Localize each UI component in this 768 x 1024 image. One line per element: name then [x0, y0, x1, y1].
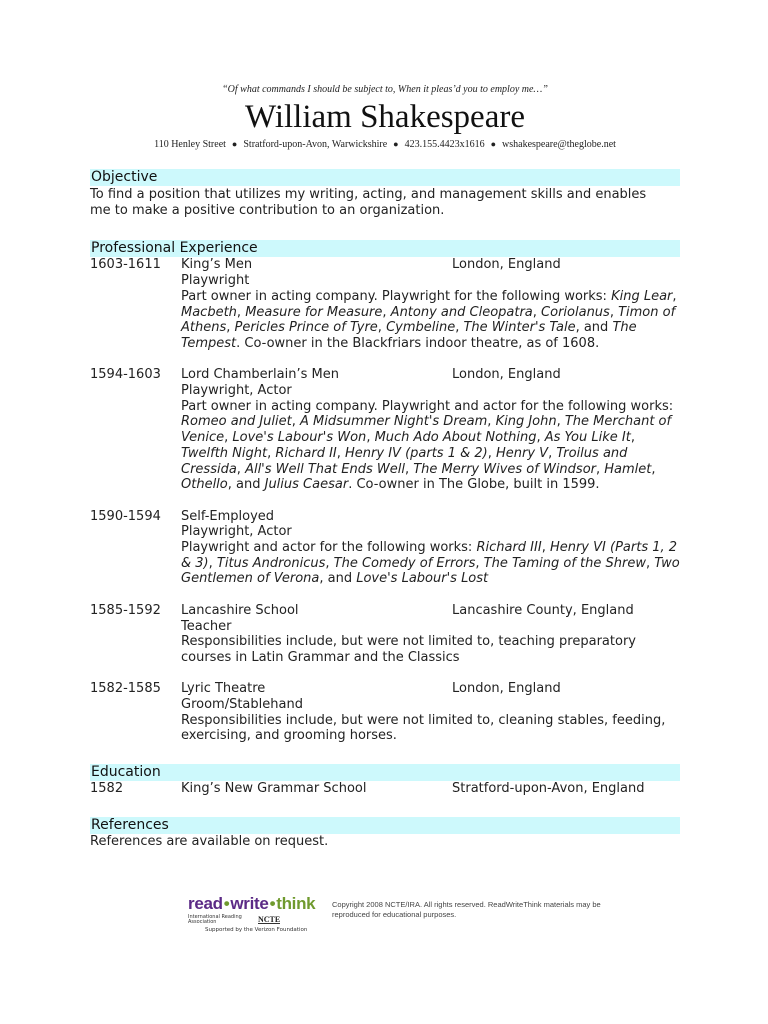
description-text: ,	[226, 320, 235, 336]
job-details	[181, 367, 680, 493]
work-title: All's Well That Ends Well	[245, 461, 405, 477]
work-title: Hamlet	[604, 461, 652, 477]
work-title: King Lear	[611, 288, 673, 304]
header-quote: “Of what commands I should be subject to, When it pleas’d you to employ me…”	[222, 84, 548, 95]
job-header	[181, 509, 680, 525]
work-title: Henry VI (Parts 1, 2 & 3)	[181, 540, 678, 571]
resume	[90, 84, 680, 850]
copyright-text: Copyright 2008 NCTE/IRA. All rights reserved. ReadWriteThink materials may be reproduced for educational purposes.	[332, 900, 601, 919]
objective-text: To find a position that utilizes my writing, acting, and management skills and enables me to make a positive contribution to an organization.	[90, 187, 647, 218]
job-header	[181, 681, 680, 697]
work-title: Richard II	[275, 445, 337, 461]
work-title: Love's Labour's Won	[232, 430, 367, 446]
description-text: ,	[475, 555, 484, 571]
job-organization: Lyric Theatre	[181, 681, 266, 697]
description-text: ,	[236, 461, 246, 477]
description-text: ,	[596, 461, 605, 477]
work-title: Cymbeline	[386, 320, 456, 336]
experience-entry	[90, 603, 680, 666]
description-text: ,	[536, 430, 545, 446]
contact-line	[90, 137, 680, 152]
description-text: ,	[646, 555, 655, 571]
job-organization: King’s Men	[181, 257, 253, 273]
work-title: Romeo and Juliet	[181, 414, 292, 430]
contact-phone: 423.155.4423x1616	[404, 139, 485, 150]
job-dates: 1603-1611	[90, 257, 161, 273]
work-title: The Merchant of Venice	[181, 414, 672, 446]
description-text: ,	[236, 304, 246, 320]
partner-logos	[188, 915, 328, 925]
work-title: A Midsummer Night's Dream	[299, 414, 488, 430]
description-text: ,	[672, 288, 677, 304]
description-text: ,	[455, 320, 464, 336]
work-title: Henry IV (parts 1 & 2)	[345, 445, 488, 461]
job-header	[181, 367, 680, 383]
work-title: Troilus and Cressida	[181, 445, 628, 477]
job-title: Playwright	[181, 273, 250, 289]
experience-entry	[90, 367, 680, 493]
work-title: Measure for Measure	[245, 304, 383, 320]
job-header	[181, 257, 680, 273]
job-organization: Lancashire School	[181, 602, 299, 618]
job-dates: 1585-1592	[90, 602, 161, 618]
description-text: , and	[227, 477, 265, 493]
description-text: Part owner in acting company. Playwright for the following works:	[181, 288, 612, 304]
description-text: ,	[291, 414, 300, 430]
work-title: Love's Labour's Lost	[356, 571, 489, 587]
job-details	[181, 681, 680, 744]
work-title: Julius Caesar	[264, 477, 349, 493]
logo-read: read	[188, 894, 223, 913]
job-description	[181, 289, 680, 352]
logo-wordmark	[188, 894, 328, 914]
job-description	[181, 540, 680, 587]
section-heading-experience: Professional Experience	[90, 240, 680, 257]
work-title: Antony and Cleopatra	[390, 304, 533, 320]
work-title: Pericles Prince of Tyre	[234, 320, 378, 336]
description-text: ,	[487, 414, 496, 430]
description-text: ,	[325, 555, 334, 571]
description-text: . Co-owner in The Globe, built in 1599.	[348, 477, 600, 493]
description-text: ,	[532, 304, 542, 320]
description-text: . Co-owner in the Blackfriars indoor theatre, as of 1608.	[236, 335, 600, 351]
description-text: Responsibilities include, but were not limited to, teaching preparatory courses in Latin Grammar and the Classics	[181, 634, 636, 665]
work-title: The Comedy of Errors	[333, 555, 476, 571]
work-title: Coriolanus	[541, 304, 610, 320]
supported-by: Supported by the Verizon Foundation	[205, 927, 308, 933]
description-text: ,	[556, 414, 565, 430]
work-title: Twelfth Night	[181, 445, 268, 461]
footer	[188, 894, 608, 938]
description-text: , and	[319, 571, 357, 587]
education-location: Stratford-upon-Avon, England	[452, 781, 645, 797]
description-text: ,	[630, 430, 635, 446]
job-header	[181, 603, 680, 619]
experience-entry	[90, 509, 680, 588]
work-title: The Tempest	[181, 320, 637, 351]
education-school: King’s New Grammar School	[181, 781, 367, 797]
logo-dot: •	[269, 894, 276, 913]
readwritethink-logo	[188, 894, 328, 934]
job-location: London, England	[452, 257, 561, 273]
experience-entry	[90, 257, 680, 351]
job-details	[181, 603, 680, 666]
job-organization: Lord Chamberlain’s Men	[181, 367, 339, 383]
job-dates: 1590-1594	[90, 508, 161, 524]
description-text: ,	[651, 461, 656, 477]
logo-write: write	[230, 894, 269, 913]
description-text: ,	[366, 430, 375, 446]
experience-list	[90, 257, 680, 744]
description-text: ,	[541, 540, 550, 556]
description-text: ,	[404, 461, 414, 477]
bullet-separator: ●	[231, 139, 238, 149]
description-text: ,	[208, 555, 217, 571]
description-text: , and	[575, 320, 613, 336]
description-text: Part owner in acting company. Playwright and actor for the following works:	[181, 398, 674, 414]
job-title: Playwright, Actor	[181, 383, 292, 399]
description-text: ,	[377, 320, 387, 336]
description-text: ,	[336, 445, 346, 461]
ncte-logo: NCTE	[258, 914, 281, 924]
job-title: Playwright, Actor	[181, 524, 292, 540]
contact-address: 110 Henley Street	[154, 139, 226, 150]
education-dates: 1582	[90, 781, 124, 797]
work-title: Richard III	[476, 540, 542, 556]
work-title: The Winter's Tale	[463, 320, 576, 336]
job-title: Teacher	[181, 618, 232, 634]
description-text: ,	[267, 445, 276, 461]
applicant-name: William Shakespeare	[245, 99, 525, 135]
description-text: Responsibilities include, but were not limited to, cleaning stables, feeding, exercising, and grooming horses.	[181, 712, 666, 744]
job-location: Lancashire County, England	[452, 602, 634, 618]
job-organization: Self-Employed	[181, 508, 275, 524]
work-title: Henry V	[496, 445, 549, 461]
job-description	[181, 399, 680, 493]
description-text: ,	[382, 304, 391, 320]
work-title: Timon of Athens	[181, 304, 676, 336]
description-text: ,	[224, 430, 233, 446]
description-text: ,	[609, 304, 619, 320]
description-text: ,	[487, 445, 496, 461]
work-title: King John	[495, 414, 557, 430]
logo-think: think	[276, 894, 316, 913]
section-heading-references: References	[90, 817, 680, 834]
work-title: The Merry Wives of Windsor	[413, 461, 596, 477]
description-text: ,	[548, 445, 557, 461]
job-dates: 1594-1603	[90, 367, 161, 383]
bullet-separator: ●	[490, 139, 497, 149]
description-text: Playwright and actor for the following works:	[181, 540, 477, 556]
job-location: London, England	[452, 681, 561, 697]
work-title: Othello	[181, 477, 228, 493]
experience-entry	[90, 681, 680, 744]
education-entry	[90, 781, 680, 797]
section-heading-education: Education	[90, 764, 680, 781]
work-title: Two Gentlemen of Verona	[181, 555, 680, 587]
contact-city: Stratford-upon-Avon, Warwickshire	[243, 139, 388, 150]
job-location: London, England	[452, 367, 561, 383]
contact-email: wshakespeare@theglobe.net	[502, 139, 616, 150]
ira-logo: International Reading Association	[188, 914, 242, 925]
references-text: References are available on request.	[90, 833, 329, 849]
logo-dot: •	[223, 894, 230, 913]
work-title: Titus Andronicus	[216, 555, 326, 571]
work-title: As You Like It	[544, 430, 631, 446]
section-heading-objective: Objective	[90, 169, 680, 186]
work-title: The Taming of the Shrew	[483, 555, 646, 571]
job-description	[181, 634, 680, 665]
job-details	[181, 509, 680, 588]
job-description	[181, 713, 680, 744]
work-title: Macbeth	[181, 304, 237, 320]
bullet-separator: ●	[393, 139, 399, 149]
job-details	[181, 257, 680, 351]
job-dates: 1582-1585	[90, 681, 161, 697]
work-title: Much Ado About Nothing	[374, 430, 537, 446]
job-title: Groom/Stablehand	[181, 697, 303, 713]
